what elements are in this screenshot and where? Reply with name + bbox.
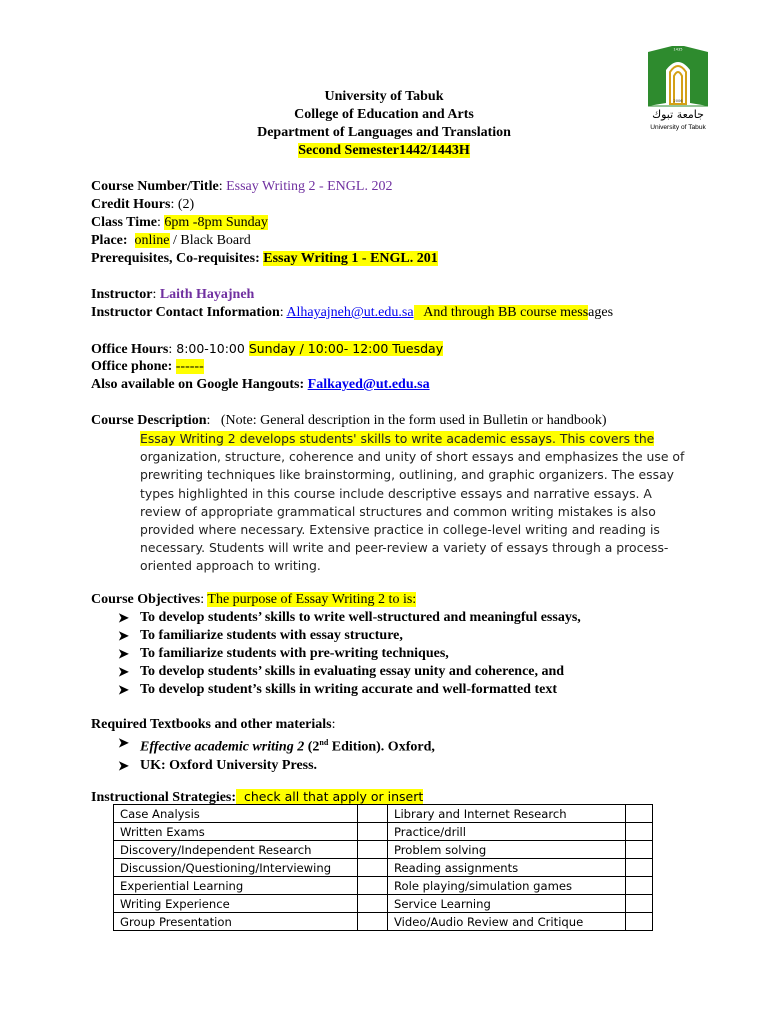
course-number-label: Course Number/Title [91,179,219,194]
strategy-checkbox[interactable] [358,859,388,877]
table-row [114,913,653,931]
strategy-checkbox[interactable] [626,859,653,877]
arrow-bullet-icon: ➤ [118,646,129,661]
strategy-checkbox[interactable] [626,841,653,859]
course-description-label: Course Description [91,413,207,428]
strategy-cell: Service Learning [388,895,626,913]
table-row [114,805,653,823]
strategy-cell: Discussion/Questioning/Interviewing [114,859,358,877]
strategies-label: Instructional Strategies: [91,790,237,805]
strategy-checkbox[interactable] [626,913,653,931]
class-time-label: Class Time [91,215,157,230]
publisher: UK: Oxford University Press. [140,757,318,773]
place-line [91,232,251,250]
table-row [114,895,653,913]
textbooks-list [118,734,435,775]
svg-text:2006: 2006 [673,99,683,103]
office-hours-plain: 8:00-10:00 [172,341,249,356]
list-item: ➤ To familiarize students with pre-writing techniques, [118,646,449,661]
course-description-line: Course Description: (Note: General description in the form used in Bulletin or handbook) [91,413,607,428]
arrow-bullet-icon: ➤ [118,664,129,679]
prerequisites-value: Essay Writing 1 - ENGL. 201 [263,251,438,266]
office-hours-label: Office Hours [91,342,169,357]
instructor-label: Instructor [91,287,153,302]
strategy-checkbox[interactable] [626,805,653,823]
strategy-cell: Video/Audio Review and Critique [388,913,626,931]
credit-hours-line: Credit Hours: (2) [91,197,195,212]
office-phone-line [91,358,204,376]
instructor-contact-label: Instructor Contact Information [91,305,280,320]
course-description-note: (Note: General description in the form used in Bulletin or handbook) [213,413,607,428]
textbooks-label: Required Textbooks and other materials [91,717,332,732]
office-phone-label: Office phone: [91,359,173,374]
strategy-checkbox[interactable] [358,895,388,913]
strategy-cell: Library and Internet Research [388,805,626,823]
strategy-cell: Written Exams [114,823,358,841]
logo-arabic-name: جامعة تبوك [652,108,704,121]
objectives-label: Course Objectives [91,592,201,607]
strategies-table [113,804,653,931]
list-item [118,757,435,775]
semester [0,142,768,160]
hangouts-label: Also available on Google Hangouts: [91,377,305,392]
contact-rest: ages [588,305,614,320]
strategy-checkbox[interactable] [358,823,388,841]
book-title: Effective academic writing 2 [140,739,305,755]
description-highlight: Essay Writing 2 develops students' skills to write academic essays. This covers the [140,431,655,446]
strategy-cell: Writing Experience [114,895,358,913]
strategy-checkbox[interactable] [358,841,388,859]
svg-text:1435: 1435 [673,47,683,52]
strategy-cell: Experiential Learning [114,877,358,895]
textbooks-line: Required Textbooks and other materials: [91,717,336,732]
strategy-cell: Group Presentation [114,913,358,931]
hangouts-email-link[interactable]: Falkayed@ut.edu.sa [307,377,430,392]
course-number-value: Essay Writing 2 - ENGL. 202 [226,179,393,194]
objectives-list [118,609,581,699]
arrow-bullet-icon: ➤ [118,682,129,697]
strategy-checkbox[interactable] [358,805,388,823]
arrow-bullet-icon: ➤ [118,610,129,625]
list-item: ➤ Effective academic writing 2 (2nd Edition). Oxford, [118,735,435,755]
contact-highlight: And through BB course mess [413,305,589,320]
strategy-checkbox[interactable] [626,823,653,841]
hangouts-line [91,376,430,394]
university-name: University of Tabuk [324,89,444,104]
college-name: College of Education and Arts [294,107,474,122]
place-rest: / Black Board [169,233,251,248]
office-hours-highlight: Sunday / 10:00- 12:00 Tuesday [248,341,444,356]
strategy-checkbox[interactable] [626,895,653,913]
strategy-checkbox[interactable] [626,877,653,895]
class-time-line: Class Time: 6pm -8pm Sunday [91,215,268,230]
table-row [114,841,653,859]
list-item: ➤ To develop student’s skills in writing accurate and well-formatted text [118,682,557,697]
strategy-checkbox[interactable] [358,913,388,931]
semester-text: Second Semester1442/1443H [298,143,470,158]
office-phone-value: ------ [175,359,204,374]
list-item: ➤ To develop students’ skills to write well-structured and meaningful essays, [118,610,581,625]
place-label: Place: [91,233,128,248]
description-rest: organization, structure, coherence and unity of short essays and emphasizes the use of prewriting techniques like brainstorming, outlining, and graphic organizers. The essay types highlighted in this course include descriptive essays and narrative essays. A review of appropriate grammatical structures and common writing mistakes is also provided where necessary. Extensive practice in college-level writing and reading is necessary. Students will write and peer-review a variety of essays through a process-oriented approach to writing. [140,449,685,574]
list-item: ➤ To develop students’ skills in evaluating essay unity and coherence, and [118,664,565,679]
strategy-cell: Practice/drill [388,823,626,841]
arrow-bullet-icon: ➤ [118,757,129,773]
table-row [114,859,653,877]
place-highlight: online [134,233,170,248]
instructor-contact-line: Instructor Contact Information: Alhayajneh@ut.edu.sa And through BB course messages [91,305,614,320]
strategy-cell: Discovery/Independent Research [114,841,358,859]
office-hours-line: Office Hours: 8:00-10:00 Sunday / 10:00- 12:00 Tuesday [91,341,444,357]
logo-emblem [642,44,714,134]
strategy-cell: Case Analysis [114,805,358,823]
table-row [114,823,653,841]
instructor-name: Laith Hayajneh [159,287,255,302]
objectives-line: Course Objectives: The purpose of Essay Writing 2 to is: [91,592,417,607]
prerequisites-line [91,250,438,268]
course-number-line: Course Number/Title: Essay Writing 2 - ENGL. 202 [91,179,393,194]
strategy-cell: Reading assignments [388,859,626,877]
instructor-line: Instructor: Laith Hayajneh [91,287,255,302]
class-time-value: 6pm -8pm Sunday [164,215,268,230]
strategy-cell: Role playing/simulation games [388,877,626,895]
credit-hours-label: Credit Hours [91,197,171,212]
logo-english-name: University of Tabuk [650,124,706,131]
university-logo [642,44,714,134]
strategy-checkbox[interactable] [358,877,388,895]
instructor-email-link[interactable]: Alhayajneh@ut.edu.sa [286,305,414,320]
strategy-cell: Problem solving [388,841,626,859]
credit-hours-value: (2) [177,197,195,212]
table-row [114,877,653,895]
arrow-bullet-icon: ➤ [118,628,129,643]
list-item: ➤ To familiarize students with essay structure, [118,628,403,643]
prerequisites-label: Prerequisites, Co-requisites: [91,251,260,266]
objectives-intro: The purpose of Essay Writing 2 to is: [207,592,417,607]
strategies-instruction: check all that apply or insert [236,789,424,804]
arrow-bullet-icon: ➤ [118,735,129,750]
department-name: Department of Languages and Translation [257,125,511,140]
course-description-text [140,430,688,576]
